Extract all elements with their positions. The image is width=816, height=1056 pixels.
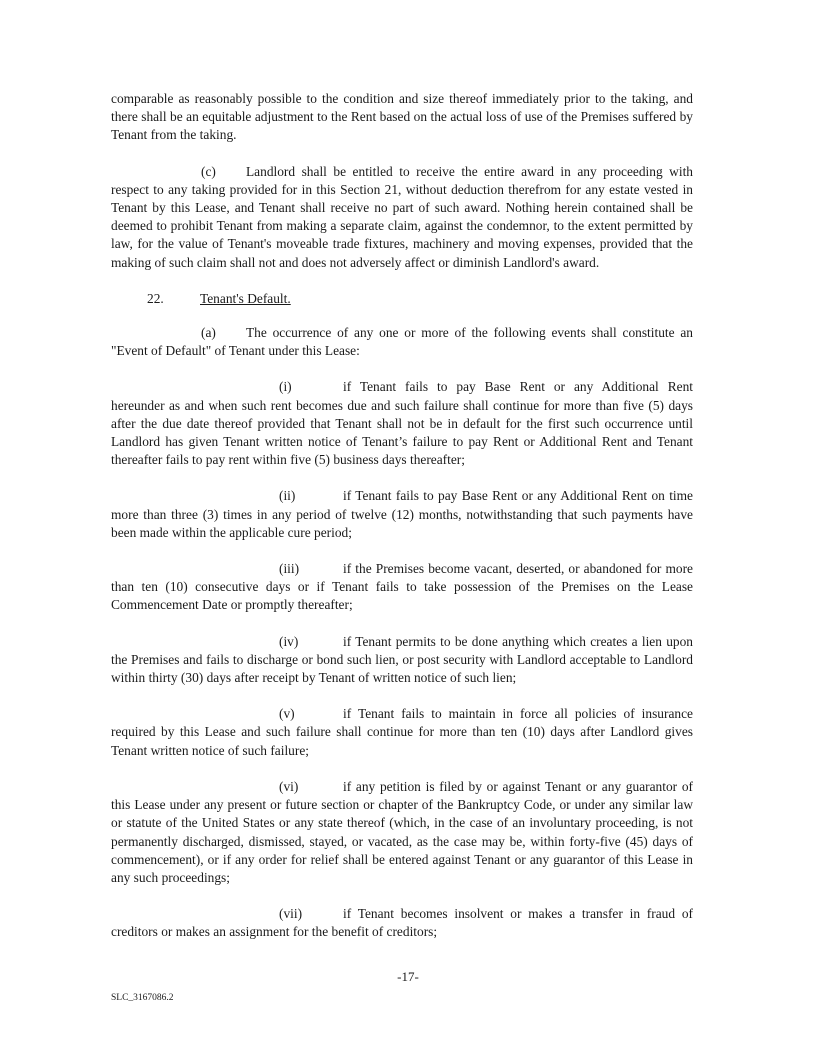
subparagraph-label: (iv): [279, 633, 299, 649]
subparagraph-text: if any petition is filed by or against Tenant or any guarantor of this Lease under any present or future section or chapter of the Bankruptcy Code, or under any similar law or statute of the United States or any state thereof (which, in the case of an involuntary proceeding, is not permanently discharged, dismissed, stayed, or vacated, as the case may be, within forty-five (45) days of commencement), or if any order for relief shall be entered against Tenant or any guarantor of this Lease in any such proceedings;: [111, 778, 693, 885]
document-page: [111, 90, 693, 960]
paragraph-a-text: The occurrence of any one or more of the following events shall constitute an "Event of Default" of Tenant under this Lease:: [111, 325, 693, 359]
paragraph-c-label: (c): [201, 163, 216, 179]
subparagraph-label: (vi): [279, 778, 299, 794]
subparagraph-v: [111, 705, 693, 760]
subparagraph-i: [111, 378, 693, 469]
subparagraph-vii: [111, 905, 693, 941]
subparagraph-ii: [111, 487, 693, 542]
section-22-number: 22.: [147, 290, 164, 306]
subparagraph-label: (v): [279, 706, 295, 722]
document-footer-id: SLC_3167086.2: [111, 993, 174, 1003]
subparagraph-iv: [111, 633, 693, 688]
subparagraph-text: if Tenant permits to be done anything which creates a lien upon the Premises and fails to discharge or bond such lien, or post security with Landlord acceptable to Landlord within thirty (30) days after receipt by Tenant of written notice of such lien;: [111, 633, 693, 686]
subparagraph-text: if Tenant fails to pay Base Rent or any Additional Rent on time more than three (3) times in any period of twelve (12) months, notwithstanding that such payments have been made within the applicable cure period;: [111, 488, 693, 540]
subparagraph-text: if Tenant fails to maintain in force all policies of insurance required by this Lease and such failure shall continue for more than ten (10) days after Landlord gives Tenant written notice of such failure;: [111, 706, 693, 758]
paragraph-a-label: (a): [201, 325, 216, 341]
subparagraph-label: (i): [279, 379, 292, 395]
subparagraph-vi: [111, 778, 693, 887]
subparagraph-iii: [111, 560, 693, 615]
section-22-title: Tenant's Default.: [200, 290, 291, 306]
subparagraph-label: (iii): [279, 561, 300, 577]
paragraph-a: [111, 324, 693, 360]
subparagraph-text: if Tenant becomes insolvent or makes a transfer in fraud of creditors or makes an assignment for the benefit of creditors;: [111, 906, 693, 940]
paragraph-c-text: Landlord shall be entitled to receive the entire award in any proceeding with respect to any taking provided for in this Section 21, without deduction therefrom for any estate vested in Tenant by this Lease, and Tenant shall receive no part of such award. Nothing herein contained shall be deemed to prohibit Tenant from making a separate claim, against the condemnor, to the extent permitted by law, for the value of Tenant's moveable trade fixtures, machinery and moving expenses, provided that the making of such claim shall not and does not adversely affect or diminish Landlord's award.: [111, 163, 693, 270]
subparagraph-label: (ii): [279, 488, 296, 504]
subparagraph-label: (vii): [279, 906, 303, 922]
paragraph-c: [111, 163, 693, 272]
continuation-paragraph: comparable as reasonably possible to the condition and size thereof immediately prior to the taking, and there shall be an equitable adjustment to the Rent based on the actual loss of use of the Premises suffered by Tenant from the taking.: [111, 91, 693, 143]
page-number: -17-: [397, 969, 419, 984]
section-22-heading: [111, 290, 693, 308]
subparagraph-text: if Tenant fails to pay Base Rent or any Additional Rent hereunder as and when such rent becomes due and such failure shall continue for more than five (5) days after the due date thereof provided that Tenant shall not be in default for the first such occurrence until Landlord has given Tenant written notice of Tenant’s failure to pay Rent or Additional Rent and Tenant thereafter fails to pay rent within five (5) business days thereafter;: [111, 379, 693, 468]
subparagraph-text: if the Premises become vacant, deserted, or abandoned for more than ten (10) consecutive days or if Tenant fails to take possession of the Premises on the Lease Commencement Date or promptly thereafter;: [111, 561, 693, 613]
